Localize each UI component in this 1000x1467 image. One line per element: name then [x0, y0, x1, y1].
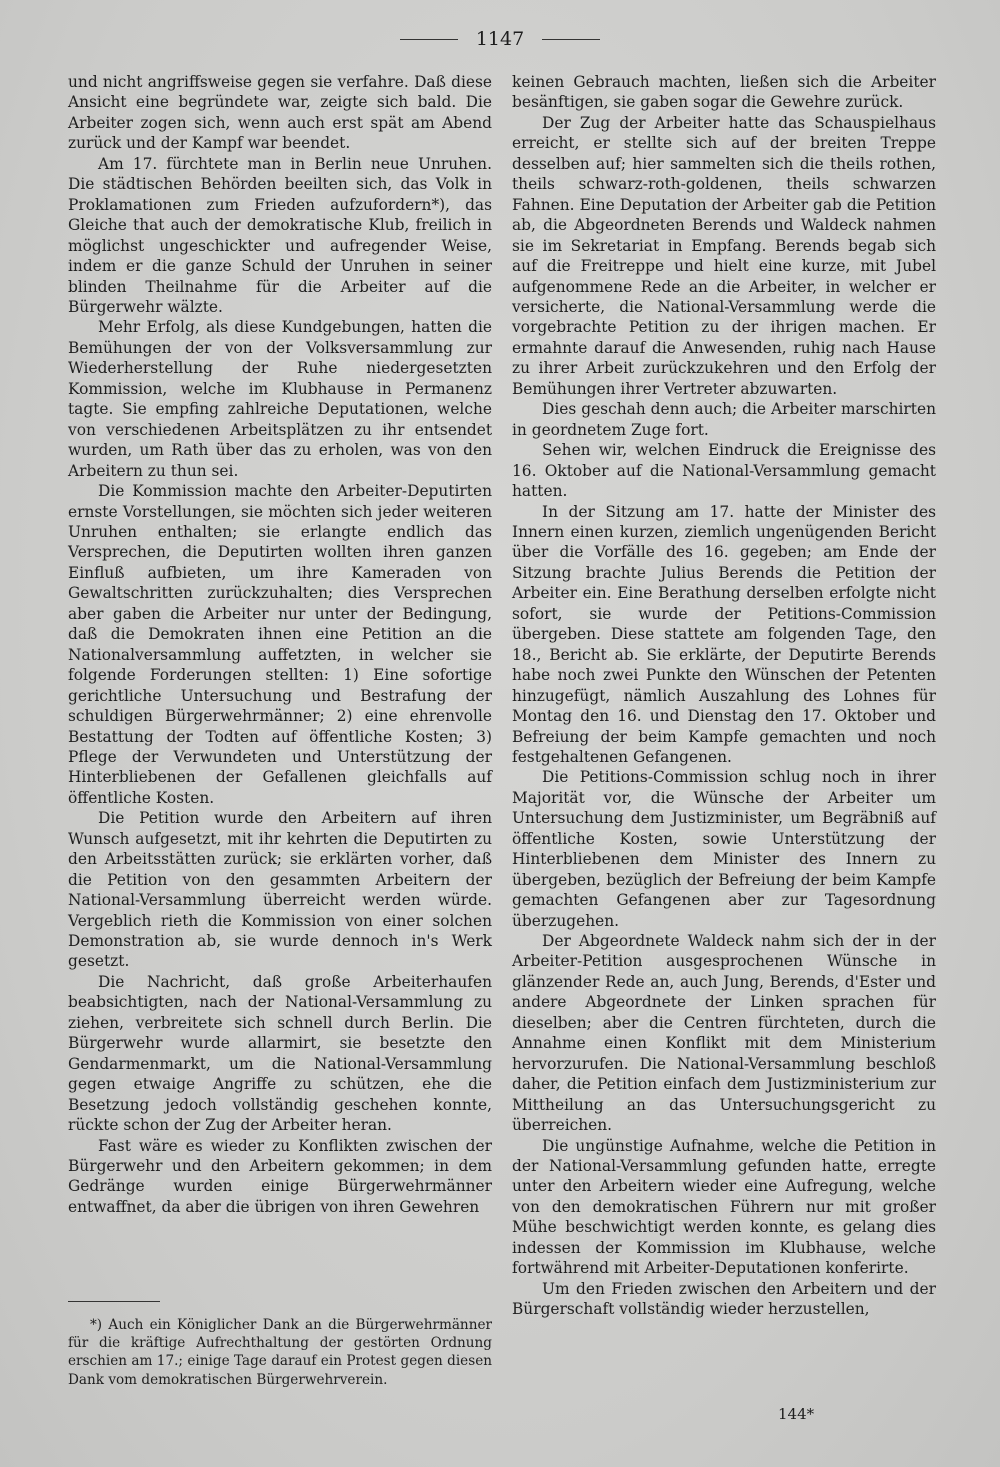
paragraph: Die Petitions-Commission schlug noch in ihrer Majorität vor, die Wünsche der Arbeiter um Untersuchung dem Justizminister, um Begräbniß auf öffentliche Kosten, sowie Unterstützung der Hinterbliebenen dem Minister des Innern zu übergeben, bezüglich der Befreiung der beim Kampfe gemachten Gefangenen aber zur Tagesordnung überzugehen.: [512, 768, 936, 930]
paragraph: Fast wäre es wieder zu Konflikten zwischen der Bürgerwehr und den Arbeitern gekommen; in dem Gedränge wurden einige Bürgerwehrmänner entwaffnet, da aber die übrigen von ihren Gewehren: [68, 1136, 492, 1216]
paragraph: In der Sitzung am 17. hatte der Minister des Innern einen kurzen, ziemlich ungenügenden Bericht über die Vorfälle des 16. gegeben; am Ende der Sitzung brachte Julius Berends die Petition der Arbeiter ein. Eine Berathung derselben erfolgte nicht sofort, sie wurde der Petitions-Commission übergeben. Diese stattete am folgenden Tage, den 18., Bericht ab. Sie erklärte, der Deputirte Berends habe noch zwei Punkte den Wünschen der Petenten hinzugefügt, nämlich Auszahlung des Lohnes für Montag den 16. und Dienstag den 17. Oktober und Befreiung der beim Kampfe gemachten und noch festgehaltenen Gefangenen.: [512, 502, 936, 766]
paragraph: Die ungünstige Aufnahme, welche die Petition in der National-Versammlung gefunden hatte, erregte unter den Arbeitern wieder eine Aufregung, welche von den demokratischen Führern nur mit großer Mühe beschwichtigt werden konnte, es gelang dies indessen der Kommission im Klubhause, welche fortwährend mit Arbeiter-Deputationen konferirte.: [512, 1136, 936, 1278]
footnote: [68, 1301, 492, 1389]
header-rule-left: [400, 39, 458, 40]
paragraph: Sehen wir, welchen Eindruck die Ereignisse des 16. Oktober auf die National-Versammlung gemacht hatten.: [512, 441, 936, 501]
paragraph: Dies geschah denn auch; die Arbeiter marschirten in geordnetem Zuge fort.: [512, 400, 936, 439]
paragraph: Die Kommission machte den Arbeiter-Deputirten ernste Vorstellungen, sie möchten sich jeder weiteren Unruhen enthalten; sie erlangte endlich das Versprechen, die Deputirten wollten ihren ganzen Einfluß aufbieten, um ihre Kameraden von Gewaltschritten zurückzuhalten; dies Versprechen aber gaben die Arbeiter nur unter der Bedingung, daß die Demokraten ihnen eine Petition an die Nationalversammlung auffetzten, in welcher sie folgende Forderungen stellten: 1) Eine sofortige gerichtliche Untersuchung und Bestrafung der schuldigen Bürgerwehrmänner; 2) eine ehrenvolle Bestattung der Todten auf öffentliche Kosten; 3) Pflege der Verwundeten und Unterstützung der Hinterbliebenen der Gefallenen gleichfalls auf öffentliche Kosten.: [68, 482, 492, 807]
page-header: [0, 28, 1000, 50]
right-column: [512, 72, 936, 1320]
paragraph: und nicht angriffsweise gegen sie verfahre. Daß diese Ansicht eine begründete war, zeigte sich bald. Die Arbeiter zogen sich, wenn auch erst spät am Abend zurück und der Kampf war beendet.: [68, 73, 492, 153]
left-column: [68, 72, 492, 1217]
paragraph: Um den Frieden zwischen den Arbeitern und der Bürgerschaft vollständig wieder herzustellen,: [512, 1279, 936, 1319]
paragraph: Die Nachricht, daß große Arbeiterhaufen beabsichtigten, nach der National-Versammlung zu ziehen, verbreitete sich schnell durch Berlin. Die Bürgerwehr wurde allarmirt, sie besetzte den Gendarmenmarkt, um die National-Versammlung gegen etwaige Angriffe zu schützen, ehe die Besetzung jedoch vollständig geschehen konnte, rückte schon der Zug der Arbeiter heran.: [68, 972, 492, 1135]
footnote-separator: [68, 1301, 160, 1302]
paragraph: Der Zug der Arbeiter hatte das Schauspielhaus erreicht, er stellte sich auf der breiten Treppe desselben auf; hier sammelten sich die theils rothen, theils schwarz-roth-goldenen, theils schwarzen Fahnen. Eine Deputation der Arbeiter gab die Petition ab, die Abgeordneten Berends und Waldeck nahmen sie im Sekretariat in Empfang. Berends begab sich auf die Freitreppe und hielt eine kurze, mit Jubel aufgenommene Rede an die Arbeiter, in welcher er versicherte, die National-Versammlung werde die vorgebrachte Petition zu der ihrigen machen. Er ermahnte darauf die Anwesenden, ruhig nach Hause zu ihrer Arbeit zurückzukehren und den Erfolg der Bemühungen ihrer Vertreter abzuwarten.: [512, 113, 936, 398]
header-rule-right: [542, 39, 600, 40]
paragraph: keinen Gebrauch machten, ließen sich die Arbeiter besänftigen, sie gaben sogar die Gewehre zurück.: [512, 73, 936, 112]
page-number: 1147: [475, 28, 525, 50]
paragraph: Mehr Erfolg, als diese Kundgebungen, hatten die Bemühungen der von der Volksversammlung zur Wiederherstellung der Ruhe niedergesetzten Kommission, welche im Klubhause in Permanenz tagte. Sie empfing zahlreiche Deputationen, welche von verschiedenen Arbeitsplätzen zu ihr entsendet wurden, um Rath über das zu erholen, was von den Arbeitern zu thun sei.: [68, 318, 492, 480]
signature-mark: 144*: [778, 1405, 815, 1423]
paragraph: Am 17. fürchtete man in Berlin neue Unruhen. Die städtischen Behörden beeilten sich, das Volk in Proklamationen zum Frieden aufzufordern*), das Gleiche that auch der demokratische Klub, freilich in möglichst ungeschickter und aufregender Weise, indem er die ganze Schuld der Unruhen in seiner blinden Theilnahme für die Arbeiter auf die Bürgerwehr wälzte.: [68, 154, 492, 316]
paragraph: Der Abgeordnete Waldeck nahm sich der in der Arbeiter-Petition ausgesprochenen Wünsche in glänzender Rede an, auch Jung, Berends, d'Ester und andere Abgeordnete der Linken sprachen für dieselben; aber die Centren fürchteten, durch die Annahme einen Konflikt mit dem Ministerium hervorzurufen. Die National-Versammlung beschloß daher, die Petition einfach dem Justizministerium zur Mittheilung an das Untersuchungsgericht zu überreichen.: [512, 932, 936, 1135]
footnote-text: *) Auch ein Königlicher Dank an die Bürgerwehrmänner für die kräftige Aufrechthaltung der gestörten Ordnung erschien am 17.; einige Tage darauf ein Protest gegen diesen Dank vom demokratischen Bürgerwehrverein.: [68, 1317, 492, 1388]
paragraph: Die Petition wurde den Arbeitern auf ihren Wunsch aufgesetzt, mit ihr kehrten die Deputirten zu den Arbeitsstätten zurück; sie erklärten vorher, daß die Petition von den gesammten Arbeitern der National-Versammlung überreicht werden würde. Vergeblich rieth die Kommission von einer solchen Demonstration ab, sie wurde dennoch in's Werk gesetzt.: [68, 809, 492, 971]
